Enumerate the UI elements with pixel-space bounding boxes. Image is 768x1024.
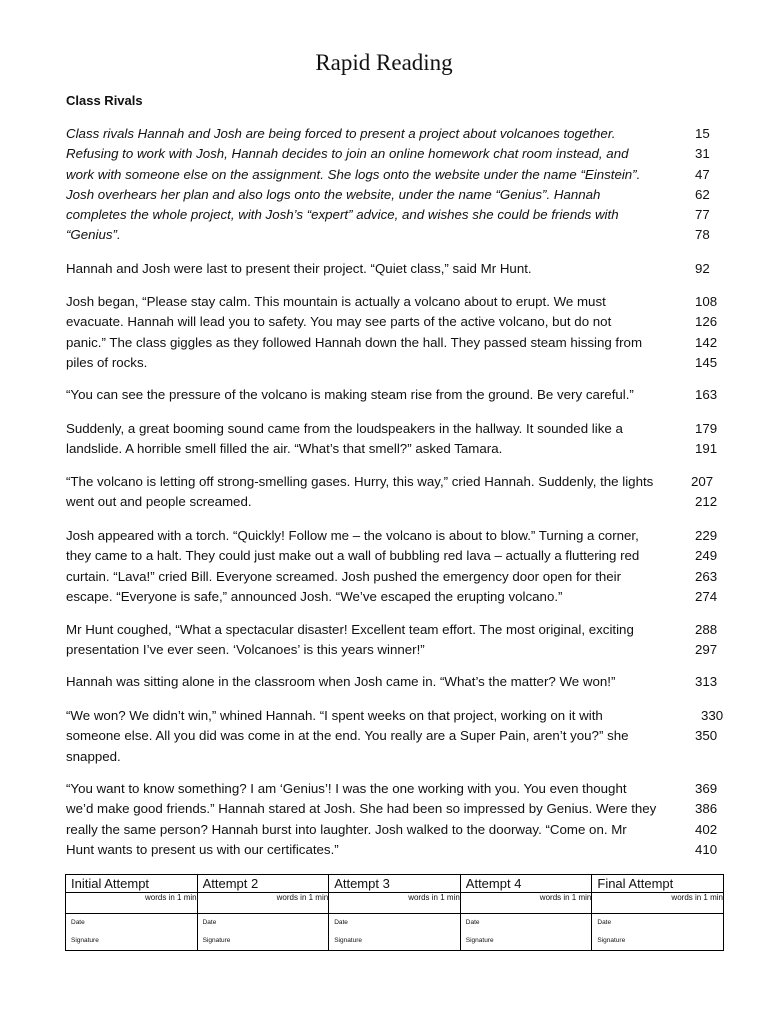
line-text: really the same person? Hannah burst into laughter. Josh walked to the doorway. “Come on. Mr: [66, 821, 627, 837]
paragraph: [66, 706, 726, 767]
text-line: [66, 799, 726, 819]
signature-label: Signature: [334, 937, 363, 944]
word-count: 249: [695, 548, 718, 564]
line-text: Hannah and Josh were last to present their project. “Quiet class,” said Mr Hunt.: [66, 261, 532, 276]
paragraph: [66, 620, 726, 661]
word-count: 163: [695, 387, 718, 402]
word-count: 126: [695, 314, 718, 330]
line-text: landslide. A horrible smell filled the air. “What’s that smell?” asked Tamara.: [66, 441, 503, 457]
text-line: [66, 205, 726, 225]
text-line: [66, 259, 726, 279]
word-count: 330: [701, 708, 724, 723]
paragraph: [66, 526, 726, 607]
text-line: [66, 165, 726, 185]
date-signature-cell: [329, 914, 461, 951]
words-per-min-cell: words in 1 min: [197, 893, 329, 914]
word-count: 77: [695, 207, 710, 223]
paragraph: [66, 292, 726, 373]
word-count: 386: [695, 801, 718, 817]
word-count: 145: [695, 354, 718, 370]
line-text: Hannah was sitting alone in the classroom when Josh came in. “What’s the matter? We won!”: [66, 674, 616, 689]
date-signature-cell: [197, 914, 329, 951]
line-text: Josh began, “Please stay calm. This mountain is actually a volcano about to erupt. We must: [66, 294, 606, 309]
line-text: “You want to know something? I am ‘Genius’! I was the one working with you. You even thought: [66, 781, 627, 796]
text-line: [66, 779, 726, 799]
word-count: 274: [695, 588, 718, 604]
word-count: 179: [695, 421, 718, 436]
word-count: 313: [695, 674, 718, 689]
line-text: Josh appeared with a torch. “Quickly! Follow me – the volcano is about to blow.” Turning a corner,: [66, 528, 639, 543]
paragraph: [66, 672, 726, 692]
paragraph: [66, 472, 726, 513]
text-line: [66, 492, 726, 512]
paragraph: [66, 419, 726, 460]
signature-label: Signature: [597, 937, 626, 944]
line-text: snapped.: [66, 748, 121, 764]
line-text: someone else. All you did was come in at the end. You really are a Super Pain, aren’t you?” she: [66, 728, 629, 744]
line-text: we’d make good friends.” Hannah stared at Josh. She had been so impressed by Genius. Were they: [66, 801, 657, 817]
text-line: [66, 726, 726, 746]
word-count: 369: [695, 781, 718, 796]
attempt-header: Final Attempt: [592, 875, 724, 893]
text-line: [66, 472, 726, 492]
word-count: 207: [691, 474, 714, 489]
word-count: 212: [695, 494, 718, 510]
word-count: 15: [695, 126, 710, 141]
text-line: [66, 333, 726, 353]
word-count: 62: [695, 186, 710, 202]
line-text: Class rivals Hannah and Josh are being forced to present a project about volcanoes together.: [66, 126, 616, 141]
text-line: [66, 706, 726, 726]
paragraph: [66, 779, 726, 860]
date-label: Date: [334, 919, 348, 926]
text-line: [66, 385, 726, 405]
text-line: [66, 840, 726, 860]
line-text: presentation I’ve ever seen. ‘Volcanoes’ is this years winner!”: [66, 642, 425, 658]
word-count: 191: [695, 441, 718, 457]
date-label: Date: [202, 919, 217, 926]
text-line: [66, 439, 726, 459]
line-text: they came to a halt. They could just make out a wall of bubbling red lava – actually a fluttering red: [66, 548, 640, 564]
line-text: completes the whole project, with Josh’s “expert” advice, and wishes she could be friends with: [66, 207, 619, 223]
line-text: “You can see the pressure of the volcano is making steam rise from the ground. Be very careful.”: [66, 387, 634, 402]
signature-label: Signature: [71, 937, 99, 944]
date-signature-cell: [66, 914, 198, 951]
words-row: [66, 893, 724, 914]
line-text: panic.” The class giggles as they followed Hannah down the hall. They passed steam hissing from: [66, 334, 643, 350]
word-count: 263: [695, 568, 718, 584]
story-title: Class Rivals: [66, 93, 143, 108]
word-count: 350: [695, 728, 718, 744]
text-line: [66, 820, 726, 840]
text-line: [66, 312, 726, 332]
word-count: 229: [695, 528, 718, 543]
date-signature-row: [66, 914, 724, 951]
line-text: “The volcano is letting off strong-smelling gases. Hurry, this way,” cried Hannah. Suddenly, the lights: [66, 474, 654, 489]
words-per-min-cell: words in 1 min: [329, 893, 461, 914]
words-per-min-cell: words in 1 min: [66, 893, 198, 914]
attempt-header: Attempt 3: [329, 875, 461, 893]
word-count: 31: [695, 146, 710, 162]
word-count: 297: [695, 642, 718, 658]
line-text: evacuate. Hannah will lead you to safety. You may see parts of the active volcano, but do not: [66, 314, 612, 330]
words-per-min-cell: words in 1 min: [592, 893, 724, 914]
text-line: [66, 567, 726, 587]
text-line: [66, 546, 726, 566]
page-title: Rapid Reading: [315, 50, 453, 75]
date-label: Date: [71, 919, 85, 926]
line-text: Josh overhears her plan and also logs onto the website, under the name “Genius”. Hannah: [66, 186, 601, 202]
date-label: Date: [465, 919, 480, 926]
text-line: [66, 124, 726, 144]
paragraph: [66, 385, 726, 405]
line-text: escape. “Everyone is safe,” announced Josh. “We’ve escaped the erupting volcano.”: [66, 588, 563, 604]
words-per-min-cell: words in 1 min: [460, 893, 592, 914]
date-label: Date: [597, 919, 612, 926]
word-count: 108: [695, 294, 718, 309]
word-count: 288: [695, 622, 718, 637]
text-line: [66, 225, 726, 245]
paragraph: [66, 259, 726, 279]
text-line: [66, 185, 726, 205]
text-line: [66, 526, 726, 546]
date-signature-cell: [592, 914, 724, 951]
word-count: 78: [695, 227, 710, 243]
text-line: [66, 292, 726, 312]
line-text: “We won? We didn’t win,” whined Hannah. “I spent weeks on that project, working on it with: [66, 708, 603, 723]
word-count: 92: [695, 261, 710, 276]
text-line: [66, 144, 726, 164]
line-text: curtain. “Lava!” cried Bill. Everyone screamed. Josh pushed the emergency door open for their: [66, 568, 622, 584]
attempt-header: Initial Attempt: [66, 875, 198, 893]
date-signature-cell: [460, 914, 592, 951]
paragraph: [66, 124, 726, 246]
word-count: 142: [695, 334, 718, 350]
word-count: 410: [695, 841, 718, 857]
line-text: piles of rocks.: [66, 354, 148, 370]
attempts-header-row: [66, 875, 724, 893]
line-text: Mr Hunt coughed, “What a spectacular disaster! Excellent team effort. The most original, exciting: [66, 622, 634, 637]
line-text: “Genius”.: [66, 227, 121, 243]
text-line: [66, 640, 726, 660]
text-line: [66, 620, 726, 640]
text-line: [66, 672, 726, 692]
line-text: Refusing to work with Josh, Hannah decides to join an online homework chat room instead, and: [66, 146, 629, 162]
attempt-header: Attempt 4: [460, 875, 592, 893]
attempts-table: [65, 874, 724, 951]
attempt-header: Attempt 2: [197, 875, 329, 893]
line-text: went out and people screamed.: [66, 494, 252, 510]
line-text: work with someone else on the assignment. She logs onto the website under the name “Einstein”.: [66, 166, 641, 182]
line-text: Hunt wants to present us with our certificates.”: [66, 841, 339, 857]
text-line: [66, 353, 726, 373]
word-count: 402: [695, 821, 718, 837]
line-text: Suddenly, a great booming sound came from the loudspeakers in the hallway. It sounded like a: [66, 421, 623, 436]
text-line: [66, 747, 726, 767]
word-count: 47: [695, 166, 710, 182]
signature-label: Signature: [202, 937, 231, 944]
signature-label: Signature: [465, 937, 494, 944]
text-line: [66, 419, 726, 439]
text-line: [66, 587, 726, 607]
